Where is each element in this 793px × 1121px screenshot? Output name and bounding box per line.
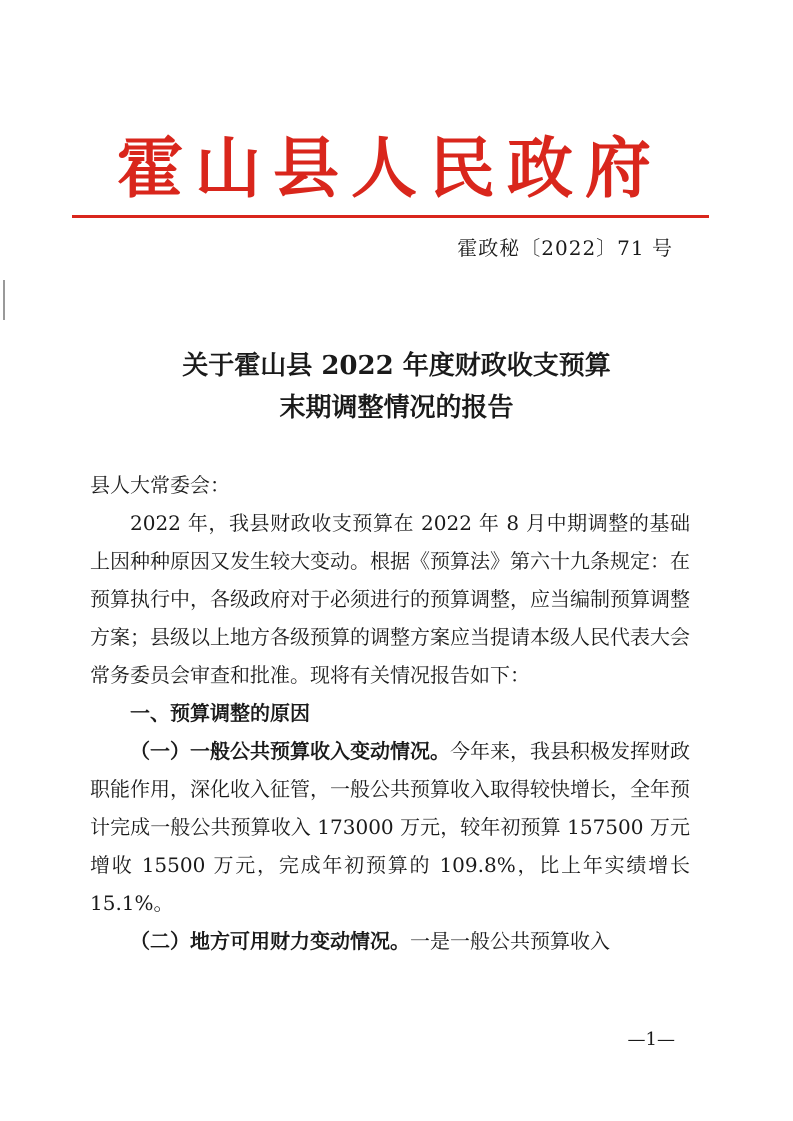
salutation: 县人大常委会： xyxy=(90,473,230,497)
paragraph-revenue xyxy=(90,732,690,922)
paragraph-revenue-lead: （一）一般公共预算收入变动情况。 xyxy=(130,739,450,763)
page-number: —1— xyxy=(627,1029,675,1050)
margin-mark xyxy=(3,280,5,320)
document-number: 霍政秘〔2022〕71 号 xyxy=(457,236,673,260)
paragraph-revenue-text: 今年来，我县积极发挥财政职能作用，深化收入征管，一般公共预算收入取得较快增长，全年预计完成一般公共预算收入 173000 万元，较年初预算 157500 万元增收 15500 万元，完成年初预算的 109.8%，比上年实绩增长 15.1%。 xyxy=(90,739,690,915)
paragraph-available-funds-lead: （二）地方可用财力变动情况。 xyxy=(130,929,410,953)
paragraph-intro: 2022 年，我县财政收支预算在 2022 年 8 月中期调整的基础上因种种原因又发生较大变动。根据《预算法》第六十九条规定：在预算执行中，各级政府对于必须进行的预算调整，应当编制预算调整方案；县级以上地方各级预算的调整方案应当提请本级人民代表大会常务委员会审查和批准。现将有关情况报告如下： xyxy=(90,511,690,687)
title-line-2: 末期调整情况的报告 xyxy=(279,393,514,423)
section-heading-1: 一、预算调整的原因 xyxy=(130,701,310,725)
document-title xyxy=(70,345,723,429)
paragraph-available-funds-text: 一是一般公共预算收入 xyxy=(410,929,610,953)
title-line-1: 关于霍山县 2022 年度财政收支预算 xyxy=(182,351,611,381)
issuer-masthead: 霍山县人民政府 xyxy=(117,129,663,207)
paragraph-available-funds xyxy=(90,922,690,960)
red-separator-line xyxy=(72,215,709,218)
document-body xyxy=(90,466,690,960)
